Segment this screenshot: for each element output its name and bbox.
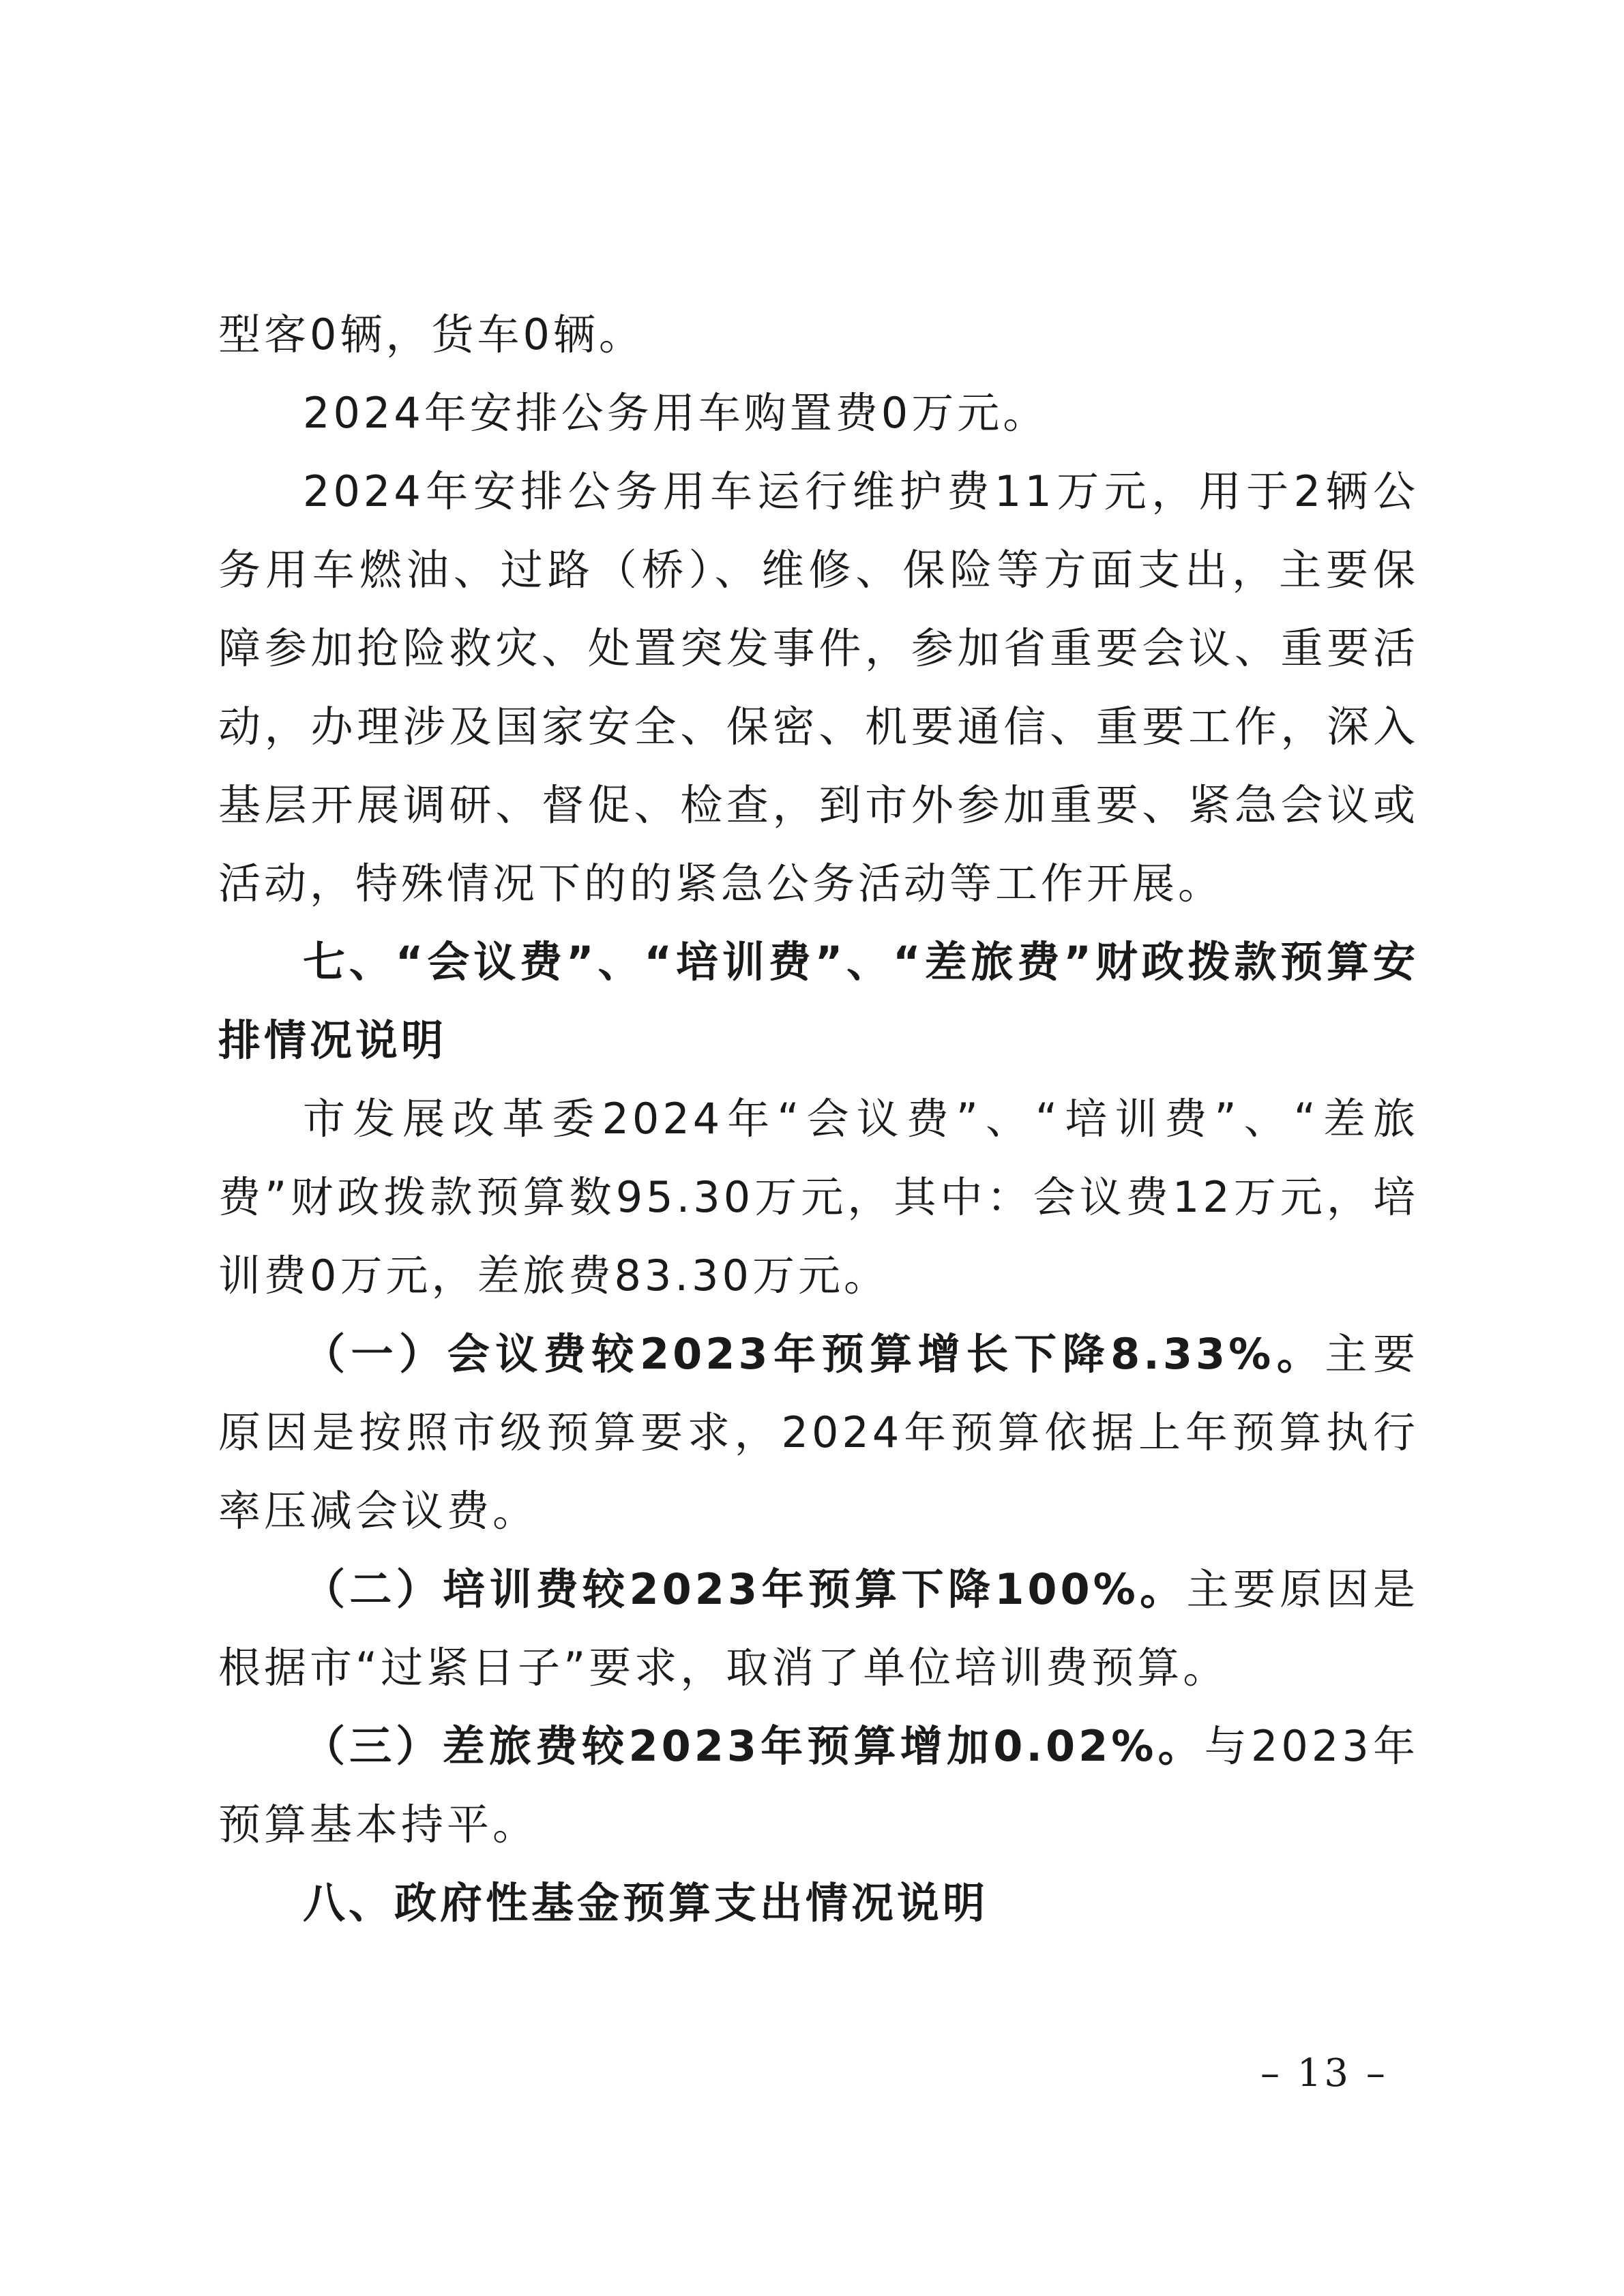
- meeting-fee-item-lead: （一）会议费较2023年预算增长下降8.33%。: [303, 1329, 1325, 1379]
- training-fee-item-text: 主要原因是根据市“过紧日子”要求，取消了单位培训费预算。: [218, 1564, 1419, 1693]
- training-fee-item-lead: （二）培训费较2023年预算下降100%。: [303, 1564, 1187, 1614]
- vehicle-maintenance-paragraph: 2024年安排公务用车运行维护费11万元，用于2辆公务用车燃油、过路（桥）、维修、保险等方面支出，主要保障参加抢险救灾、处置突发事件，参加省重要会议、重要活动，办理涉及国家安全、保密、机要通信、重要工作，深入基层开展调研、督促、检查，到市外参加重要、紧急会议或活动，特殊情况下的的紧急公务活动等工作开展。: [218, 466, 1419, 908]
- meeting-fee-item: [218, 1315, 1419, 1550]
- section-heading-eight: 八、政府性基金预算支出情况说明: [303, 1878, 989, 1928]
- page-body: [218, 295, 1419, 1942]
- page-number: – 13 –: [1260, 2051, 1388, 2096]
- travel-fee-item: [218, 1707, 1419, 1864]
- vehicle-purchase-paragraph: 2024年安排公务用车购置费0万元。: [303, 388, 1049, 438]
- three-fees-summary-paragraph: 市发展改革委2024年“会议费”、“培训费”、“差旅费”财政拨款预算数95.30万元，其中：会议费12万元，培训费0万元，差旅费83.30万元。: [218, 1094, 1419, 1300]
- vehicle-count-paragraph: 型客0辆，货车0辆。: [218, 310, 645, 359]
- training-fee-item: [218, 1550, 1419, 1707]
- travel-fee-item-lead: （三）差旅费较2023年预算增加0.02%。: [303, 1721, 1205, 1771]
- travel-fee-item-text: 与2023年预算基本持平。: [218, 1721, 1419, 1849]
- section-heading-seven: 七、“会议费”、“培训费”、“差旅费”财政拨款预算安排情况说明: [218, 937, 1419, 1065]
- meeting-fee-item-text: 主要原因是按照市级预算要求，2024年预算依据上年预算执行率压减会议费。: [218, 1329, 1419, 1536]
